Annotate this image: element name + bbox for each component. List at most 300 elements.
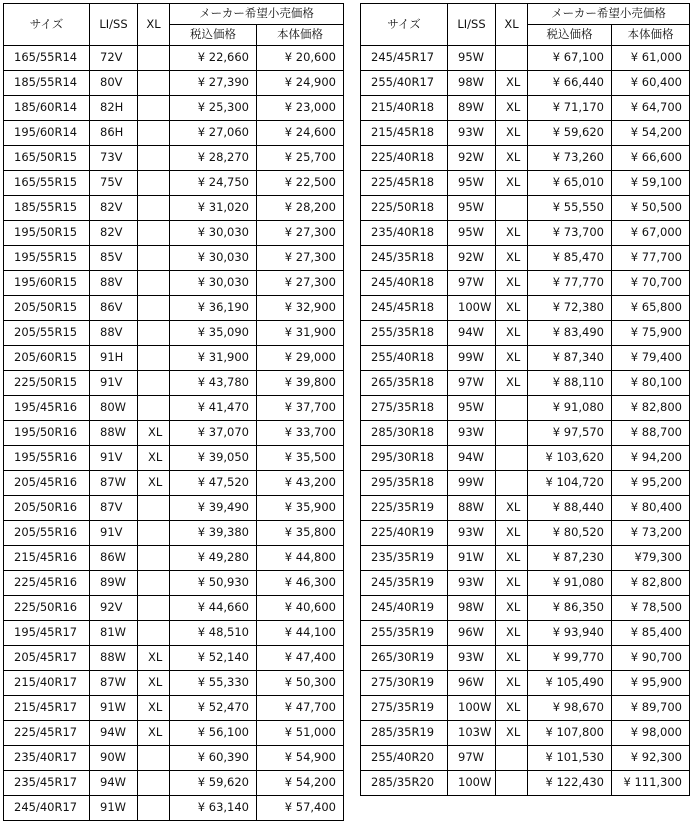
table-row — [4, 121, 344, 146]
tire-size-cell: 225/50R15 — [4, 371, 90, 396]
table-row — [361, 496, 690, 521]
xl-cell: XL — [138, 471, 170, 496]
xl-cell: XL — [496, 696, 528, 721]
xl-cell — [138, 96, 170, 121]
tire-size-cell: 205/60R15 — [4, 346, 90, 371]
xl-cell: XL — [496, 171, 528, 196]
xl-cell: XL — [496, 271, 528, 296]
tire-size-cell: 165/55R14 — [4, 46, 90, 71]
load-speed-cell: 88W — [90, 646, 138, 671]
tire-size-cell: 255/35R19 — [361, 621, 448, 646]
tax-included-price-cell: ¥ 55,550 — [528, 196, 612, 221]
xl-cell: XL — [496, 521, 528, 546]
tire-size-cell: 195/60R14 — [4, 121, 90, 146]
table-row — [4, 371, 344, 396]
table-row — [4, 46, 344, 71]
tax-included-price-cell: ¥ 105,490 — [528, 671, 612, 696]
base-price-cell: ¥ 90,700 — [612, 646, 690, 671]
base-price-cell: ¥ 77,700 — [612, 246, 690, 271]
price-table-right — [360, 3, 690, 796]
load-speed-cell: 89W — [90, 571, 138, 596]
xl-cell: XL — [496, 546, 528, 571]
table-row — [361, 221, 690, 246]
load-speed-cell: 85V — [90, 246, 138, 271]
base-price-cell: ¥ 111,300 — [612, 771, 690, 796]
tire-size-cell: 205/55R15 — [4, 321, 90, 346]
base-price-cell: ¥ 59,100 — [612, 171, 690, 196]
xl-cell — [138, 371, 170, 396]
xl-cell: XL — [138, 421, 170, 446]
table-row — [361, 721, 690, 746]
base-price-cell: ¥ 33,700 — [257, 421, 344, 446]
base-price-cell: ¥ 46,300 — [257, 571, 344, 596]
tire-size-cell: 195/55R15 — [4, 246, 90, 271]
xl-cell — [138, 271, 170, 296]
load-speed-cell: 92W — [448, 146, 496, 171]
load-speed-cell: 91H — [90, 346, 138, 371]
xl-cell: XL — [138, 446, 170, 471]
xl-cell — [496, 396, 528, 421]
tire-size-cell: 265/35R18 — [361, 371, 448, 396]
load-speed-cell: 97W — [448, 371, 496, 396]
header-xl: XL — [138, 4, 170, 46]
base-price-cell: ¥ 24,600 — [257, 121, 344, 146]
tire-size-cell: 205/45R16 — [4, 471, 90, 496]
tire-size-cell: 255/40R18 — [361, 346, 448, 371]
base-price-cell: ¥ 27,300 — [257, 271, 344, 296]
header-tax-included: 税込価格 — [528, 25, 612, 46]
tire-size-cell: 195/50R16 — [4, 421, 90, 446]
load-speed-cell: 73V — [90, 146, 138, 171]
xl-cell: XL — [496, 596, 528, 621]
xl-cell: XL — [496, 496, 528, 521]
tire-size-cell: 185/60R14 — [4, 96, 90, 121]
tire-size-cell: 285/35R19 — [361, 721, 448, 746]
load-speed-cell: 92V — [90, 596, 138, 621]
tax-included-price-cell: ¥ 66,440 — [528, 71, 612, 96]
table-row — [361, 346, 690, 371]
tire-size-cell: 235/40R17 — [4, 746, 90, 771]
load-speed-cell: 88V — [90, 271, 138, 296]
load-speed-cell: 99W — [448, 471, 496, 496]
xl-cell: XL — [496, 146, 528, 171]
tire-size-cell: 285/30R18 — [361, 421, 448, 446]
tax-included-price-cell: ¥ 52,470 — [170, 696, 257, 721]
xl-cell — [496, 421, 528, 446]
header-base-price: 本体価格 — [612, 25, 690, 46]
tax-included-price-cell: ¥ 97,570 — [528, 421, 612, 446]
header-tax-included: 税込価格 — [170, 25, 257, 46]
tax-included-price-cell: ¥ 101,530 — [528, 746, 612, 771]
xl-cell — [138, 296, 170, 321]
base-price-cell: ¥ 54,200 — [612, 121, 690, 146]
tire-size-cell: 245/45R18 — [361, 296, 448, 321]
load-speed-cell: 91W — [448, 546, 496, 571]
tire-size-cell: 255/40R17 — [361, 71, 448, 96]
tax-included-price-cell: ¥ 63,140 — [170, 796, 257, 821]
xl-cell — [138, 546, 170, 571]
tax-included-price-cell: ¥ 30,030 — [170, 271, 257, 296]
tax-included-price-cell: ¥ 104,720 — [528, 471, 612, 496]
load-speed-cell: 89W — [448, 96, 496, 121]
load-speed-cell: 103W — [448, 721, 496, 746]
tire-size-cell: 255/40R20 — [361, 746, 448, 771]
load-speed-cell: 96W — [448, 621, 496, 646]
tire-size-cell: 245/35R19 — [361, 571, 448, 596]
base-price-cell: ¥ 65,800 — [612, 296, 690, 321]
tax-included-price-cell: ¥ 88,110 — [528, 371, 612, 396]
tax-included-price-cell: ¥ 65,010 — [528, 171, 612, 196]
table-row — [361, 196, 690, 221]
load-speed-cell: 82H — [90, 96, 138, 121]
price-table-left-body — [4, 46, 344, 821]
load-speed-cell: 87W — [90, 671, 138, 696]
load-speed-cell: 91V — [90, 521, 138, 546]
table-row — [4, 546, 344, 571]
table-row — [4, 596, 344, 621]
table-row — [361, 571, 690, 596]
tire-size-cell: 245/45R17 — [361, 46, 448, 71]
table-row — [361, 96, 690, 121]
tax-included-price-cell: ¥ 91,080 — [528, 396, 612, 421]
tire-size-cell: 205/50R15 — [4, 296, 90, 321]
price-table-left — [3, 3, 344, 821]
table-row — [4, 471, 344, 496]
xl-cell — [138, 596, 170, 621]
header-li-ss: LI/SS — [90, 4, 138, 46]
table-row — [4, 796, 344, 821]
tire-size-cell: 165/50R15 — [4, 146, 90, 171]
load-speed-cell: 93W — [448, 571, 496, 596]
header-size: サイズ — [361, 4, 448, 46]
tax-included-price-cell: ¥ 31,020 — [170, 196, 257, 221]
load-speed-cell: 86V — [90, 296, 138, 321]
base-price-cell: ¥ 47,700 — [257, 696, 344, 721]
base-price-cell: ¥ 54,900 — [257, 746, 344, 771]
xl-cell: XL — [496, 96, 528, 121]
load-speed-cell: 97W — [448, 746, 496, 771]
tire-size-cell: 235/45R17 — [4, 771, 90, 796]
base-price-cell: ¥ 43,200 — [257, 471, 344, 496]
base-price-cell: ¥ 44,100 — [257, 621, 344, 646]
table-row — [4, 521, 344, 546]
tax-included-price-cell: ¥ 48,510 — [170, 621, 257, 646]
load-speed-cell: 91W — [90, 696, 138, 721]
tire-size-cell: 225/50R16 — [4, 596, 90, 621]
tax-included-price-cell: ¥ 28,270 — [170, 146, 257, 171]
table-row — [4, 496, 344, 521]
table-row — [361, 246, 690, 271]
table-row — [4, 771, 344, 796]
table-row — [361, 296, 690, 321]
load-speed-cell: 100W — [448, 296, 496, 321]
base-price-cell: ¥ 85,400 — [612, 621, 690, 646]
load-speed-cell: 92W — [448, 246, 496, 271]
tire-size-cell: 195/45R17 — [4, 621, 90, 646]
tire-size-cell: 225/40R18 — [361, 146, 448, 171]
base-price-cell: ¥ 78,500 — [612, 596, 690, 621]
xl-cell — [138, 71, 170, 96]
xl-cell: XL — [496, 646, 528, 671]
tax-included-price-cell: ¥ 24,750 — [170, 171, 257, 196]
tax-included-price-cell: ¥ 91,080 — [528, 571, 612, 596]
base-price-cell: ¥ 37,700 — [257, 396, 344, 421]
xl-cell: XL — [496, 71, 528, 96]
xl-cell — [138, 396, 170, 421]
tax-included-price-cell: ¥ 87,230 — [528, 546, 612, 571]
tire-size-cell: 275/35R19 — [361, 696, 448, 721]
xl-cell — [138, 146, 170, 171]
xl-cell — [138, 246, 170, 271]
table-row — [4, 621, 344, 646]
base-price-cell: ¥ 20,600 — [257, 46, 344, 71]
tax-included-price-cell: ¥ 50,930 — [170, 571, 257, 596]
tax-included-price-cell: ¥ 99,770 — [528, 646, 612, 671]
tax-included-price-cell: ¥ 39,490 — [170, 496, 257, 521]
base-price-cell: ¥ 57,400 — [257, 796, 344, 821]
tax-included-price-cell: ¥ 31,900 — [170, 346, 257, 371]
xl-cell: XL — [138, 671, 170, 696]
tire-size-cell: 245/35R18 — [361, 246, 448, 271]
tire-size-cell: 245/40R17 — [4, 796, 90, 821]
xl-cell — [138, 796, 170, 821]
tax-included-price-cell: ¥ 43,780 — [170, 371, 257, 396]
tax-included-price-cell: ¥ 36,190 — [170, 296, 257, 321]
base-price-cell: ¥ 44,800 — [257, 546, 344, 571]
table-row — [361, 446, 690, 471]
xl-cell: XL — [496, 571, 528, 596]
load-speed-cell: 97W — [448, 271, 496, 296]
table-row — [361, 696, 690, 721]
tire-size-cell: 215/45R16 — [4, 546, 90, 571]
base-price-cell: ¥ 75,900 — [612, 321, 690, 346]
tax-included-price-cell: ¥ 39,050 — [170, 446, 257, 471]
load-speed-cell: 86W — [90, 546, 138, 571]
table-row — [361, 46, 690, 71]
base-price-cell: ¥ 23,000 — [257, 96, 344, 121]
tax-included-price-cell: ¥ 27,060 — [170, 121, 257, 146]
base-price-cell: ¥ 25,700 — [257, 146, 344, 171]
tire-size-cell: 195/45R16 — [4, 396, 90, 421]
base-price-cell: ¥ 35,900 — [257, 496, 344, 521]
base-price-cell: ¥ 31,900 — [257, 321, 344, 346]
load-speed-cell: 94W — [448, 446, 496, 471]
xl-cell — [138, 771, 170, 796]
xl-cell: XL — [496, 671, 528, 696]
table-row — [4, 721, 344, 746]
table-row — [361, 521, 690, 546]
tax-included-price-cell: ¥ 30,030 — [170, 221, 257, 246]
table-row — [361, 596, 690, 621]
load-speed-cell: 95W — [448, 171, 496, 196]
xl-cell — [138, 621, 170, 646]
load-speed-cell: 88W — [90, 421, 138, 446]
load-speed-cell: 98W — [448, 71, 496, 96]
tax-included-price-cell: ¥ 73,260 — [528, 146, 612, 171]
base-price-cell: ¥79,300 — [612, 546, 690, 571]
tax-included-price-cell: ¥ 27,390 — [170, 71, 257, 96]
header-xl: XL — [496, 4, 528, 46]
table-row — [4, 271, 344, 296]
tax-included-price-cell: ¥ 85,470 — [528, 246, 612, 271]
xl-cell — [138, 496, 170, 521]
xl-cell: XL — [496, 246, 528, 271]
tax-included-price-cell: ¥ 107,800 — [528, 721, 612, 746]
table-row — [4, 571, 344, 596]
tire-size-cell: 215/40R18 — [361, 96, 448, 121]
header-msrp: メーカー希望小売価格 — [170, 4, 344, 25]
load-speed-cell: 95W — [448, 46, 496, 71]
table-row — [361, 71, 690, 96]
load-speed-cell: 91W — [90, 796, 138, 821]
header-size: サイズ — [4, 4, 90, 46]
tire-size-cell: 165/55R15 — [4, 171, 90, 196]
table-row — [361, 471, 690, 496]
tax-included-price-cell: ¥ 41,470 — [170, 396, 257, 421]
tax-included-price-cell: ¥ 77,770 — [528, 271, 612, 296]
xl-cell: XL — [496, 321, 528, 346]
base-price-cell: ¥ 61,000 — [612, 46, 690, 71]
table-row — [361, 396, 690, 421]
xl-cell — [138, 171, 170, 196]
tire-size-cell: 205/50R16 — [4, 496, 90, 521]
table-row — [361, 171, 690, 196]
load-speed-cell: 86H — [90, 121, 138, 146]
header-li-ss: LI/SS — [448, 4, 496, 46]
table-row — [4, 146, 344, 171]
base-price-cell: ¥ 50,300 — [257, 671, 344, 696]
xl-cell — [496, 771, 528, 796]
xl-cell — [496, 446, 528, 471]
xl-cell — [496, 746, 528, 771]
base-price-cell: ¥ 66,600 — [612, 146, 690, 171]
tire-size-cell: 215/45R18 — [361, 121, 448, 146]
base-price-cell: ¥ 79,400 — [612, 346, 690, 371]
tax-included-price-cell: ¥ 71,170 — [528, 96, 612, 121]
tax-included-price-cell: ¥ 122,430 — [528, 771, 612, 796]
load-speed-cell: 95W — [448, 396, 496, 421]
tax-included-price-cell: ¥ 103,620 — [528, 446, 612, 471]
tire-size-cell: 255/35R18 — [361, 321, 448, 346]
tire-size-cell: 245/40R18 — [361, 271, 448, 296]
base-price-cell: ¥ 54,200 — [257, 771, 344, 796]
xl-cell: XL — [496, 121, 528, 146]
load-speed-cell: 94W — [90, 721, 138, 746]
xl-cell: XL — [138, 721, 170, 746]
load-speed-cell: 87V — [90, 496, 138, 521]
xl-cell: XL — [496, 346, 528, 371]
tire-size-cell: 185/55R15 — [4, 196, 90, 221]
load-speed-cell: 96W — [448, 671, 496, 696]
tire-size-cell: 195/60R15 — [4, 271, 90, 296]
tire-size-cell: 215/45R17 — [4, 696, 90, 721]
load-speed-cell: 99W — [448, 346, 496, 371]
xl-cell: XL — [496, 296, 528, 321]
xl-cell: XL — [496, 371, 528, 396]
load-speed-cell: 91V — [90, 371, 138, 396]
load-speed-cell: 80W — [90, 396, 138, 421]
table-row — [361, 371, 690, 396]
xl-cell — [138, 321, 170, 346]
tire-size-cell: 275/35R18 — [361, 396, 448, 421]
tire-size-cell: 235/40R18 — [361, 221, 448, 246]
xl-cell: XL — [138, 646, 170, 671]
base-price-cell: ¥ 82,800 — [612, 571, 690, 596]
base-price-cell: ¥ 27,300 — [257, 246, 344, 271]
tax-included-price-cell: ¥ 93,940 — [528, 621, 612, 646]
table-row — [4, 71, 344, 96]
load-speed-cell: 95W — [448, 196, 496, 221]
table-row — [4, 321, 344, 346]
base-price-cell: ¥ 64,700 — [612, 96, 690, 121]
load-speed-cell: 72V — [90, 46, 138, 71]
xl-cell — [138, 521, 170, 546]
table-row — [361, 546, 690, 571]
load-speed-cell: 100W — [448, 771, 496, 796]
xl-cell — [496, 471, 528, 496]
tire-size-cell: 285/35R20 — [361, 771, 448, 796]
tire-size-cell: 295/35R18 — [361, 471, 448, 496]
table-row — [361, 746, 690, 771]
table-row — [4, 696, 344, 721]
load-speed-cell: 95W — [448, 221, 496, 246]
table-row — [4, 96, 344, 121]
load-speed-cell: 88W — [448, 496, 496, 521]
table-row — [4, 421, 344, 446]
load-speed-cell: 91V — [90, 446, 138, 471]
load-speed-cell: 93W — [448, 646, 496, 671]
table-row — [361, 771, 690, 796]
tax-included-price-cell: ¥ 22,660 — [170, 46, 257, 71]
base-price-cell: ¥ 98,000 — [612, 721, 690, 746]
tax-included-price-cell: ¥ 49,280 — [170, 546, 257, 571]
xl-cell: XL — [138, 696, 170, 721]
xl-cell — [138, 571, 170, 596]
tire-size-cell: 205/45R17 — [4, 646, 90, 671]
base-price-cell: ¥ 28,200 — [257, 196, 344, 221]
xl-cell — [138, 746, 170, 771]
tax-included-price-cell: ¥ 87,340 — [528, 346, 612, 371]
base-price-cell: ¥ 39,800 — [257, 371, 344, 396]
base-price-cell: ¥ 35,800 — [257, 521, 344, 546]
base-price-cell: ¥ 73,200 — [612, 521, 690, 546]
tax-included-price-cell: ¥ 98,670 — [528, 696, 612, 721]
tax-included-price-cell: ¥ 30,030 — [170, 246, 257, 271]
load-speed-cell: 100W — [448, 696, 496, 721]
load-speed-cell: 94W — [90, 771, 138, 796]
base-price-cell: ¥ 32,900 — [257, 296, 344, 321]
xl-cell — [138, 221, 170, 246]
xl-cell: XL — [496, 221, 528, 246]
tax-included-price-cell: ¥ 72,380 — [528, 296, 612, 321]
tax-included-price-cell: ¥ 88,440 — [528, 496, 612, 521]
tire-size-cell: 225/35R19 — [361, 496, 448, 521]
header-base-price: 本体価格 — [257, 25, 344, 46]
xl-cell — [138, 196, 170, 221]
tire-size-cell: 225/40R19 — [361, 521, 448, 546]
tax-included-price-cell: ¥ 44,660 — [170, 596, 257, 621]
tax-included-price-cell: ¥ 47,520 — [170, 471, 257, 496]
load-speed-cell: 80V — [90, 71, 138, 96]
tire-size-cell: 195/55R16 — [4, 446, 90, 471]
tax-included-price-cell: ¥ 55,330 — [170, 671, 257, 696]
tax-included-price-cell: ¥ 59,620 — [528, 121, 612, 146]
tire-size-cell: 245/40R19 — [361, 596, 448, 621]
table-row — [4, 346, 344, 371]
tax-included-price-cell: ¥ 86,350 — [528, 596, 612, 621]
table-row — [4, 296, 344, 321]
table-row — [361, 121, 690, 146]
